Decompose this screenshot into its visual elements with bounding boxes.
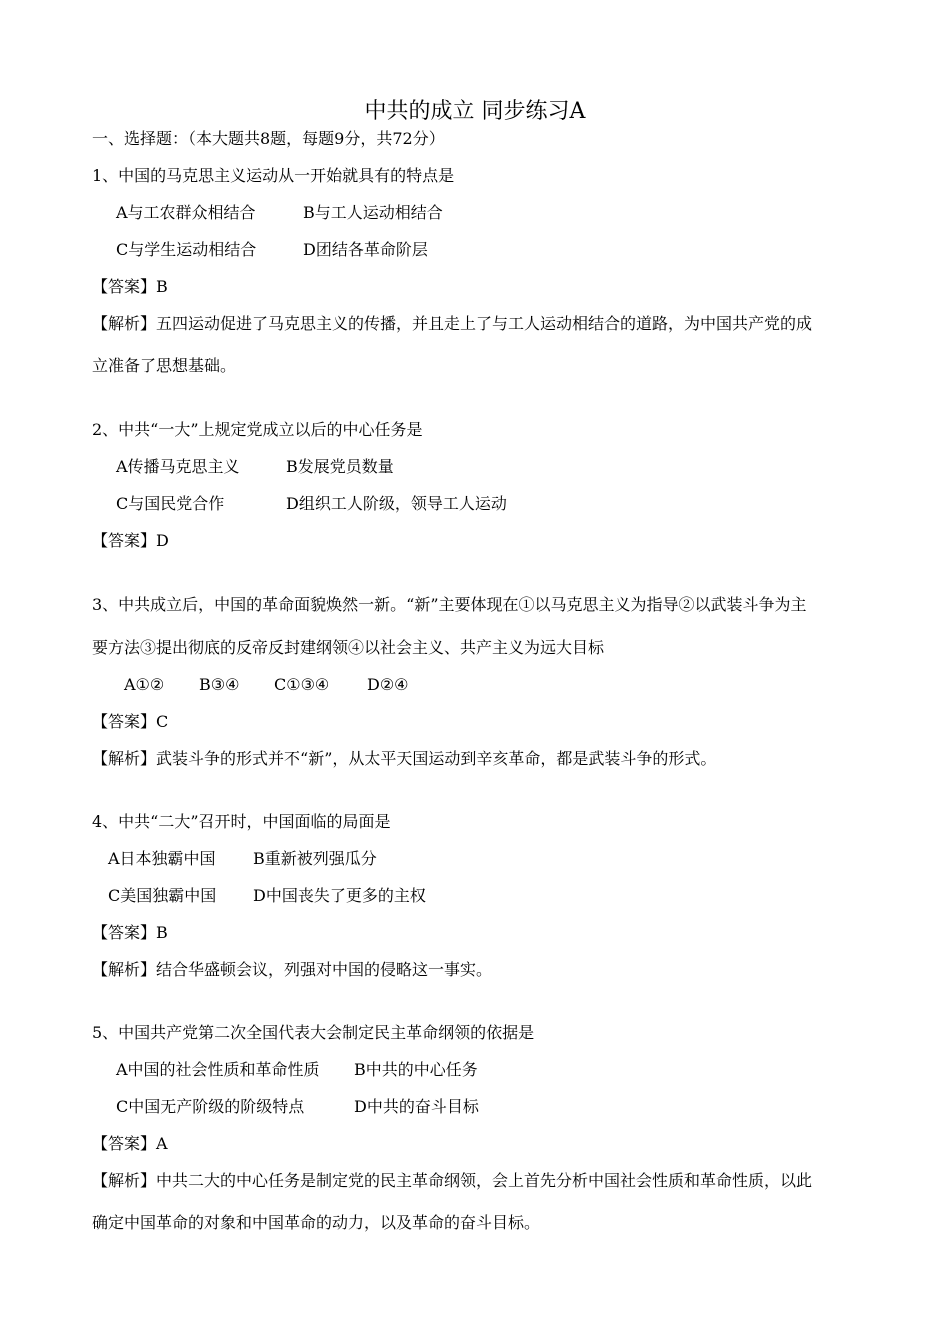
answer-line <box>92 923 168 943</box>
analysis-tag: 【解析】 <box>92 1171 157 1190</box>
option-b: B与工人运动相结合 <box>303 203 443 222</box>
question-stem: 4、中共“二大”召开时，中国面临的局面是 <box>92 812 391 831</box>
option-c: C与学生运动相结合 <box>116 240 257 259</box>
question-stem: 2、中共“一大”上规定党成立以后的中心任务是 <box>92 420 423 439</box>
option-c: C中国无产阶级的阶级特点 <box>116 1097 305 1116</box>
answer-line <box>92 1134 168 1154</box>
analysis-line <box>92 960 492 980</box>
answer-tag: 【答案】 <box>92 531 157 550</box>
analysis-tag: 【解析】 <box>92 960 157 979</box>
question-stem-cont: 要方法③提出彻底的反帝反封建纲领④以社会主义、共产主义为远大目标 <box>92 638 605 657</box>
answer-value: C <box>156 712 169 731</box>
analysis-tag: 【解析】 <box>92 314 157 333</box>
option-a: A传播马克思主义 <box>116 457 240 476</box>
option-a: A①② <box>124 675 165 694</box>
answer-tag: 【答案】 <box>92 712 157 731</box>
analysis-line <box>92 1171 812 1191</box>
answer-tag: 【答案】 <box>92 277 157 296</box>
answer-line <box>92 712 168 732</box>
analysis-text-cont: 确定中国革命的对象和中国革命的动力，以及革命的奋斗目标。 <box>92 1213 541 1232</box>
option-b: B中共的中心任务 <box>354 1060 478 1079</box>
option-d: D中国丧失了更多的主权 <box>253 886 426 905</box>
option-a: A中国的社会性质和革命性质 <box>116 1060 320 1079</box>
section-heading: 一、选择题：（本大题共8题，每题9分，共72分） <box>92 129 445 148</box>
page-title: 中共的成立 同步练习A <box>364 99 586 124</box>
option-c: C与国民党合作 <box>116 494 225 513</box>
option-d: D组织工人阶级，领导工人运动 <box>286 494 507 513</box>
option-a: A日本独霸中国 <box>108 849 216 868</box>
analysis-line <box>92 749 716 769</box>
answer-line <box>92 277 168 297</box>
answer-value: B <box>156 277 168 296</box>
answer-value: B <box>156 923 168 942</box>
option-a: A与工农群众相结合 <box>116 203 256 222</box>
answer-value: A <box>156 1134 168 1153</box>
option-d: D团结各革命阶层 <box>303 240 428 259</box>
question-stem: 1、中国的马克思主义运动从一开始就具有的特点是 <box>92 166 455 185</box>
option-c: C美国独霸中国 <box>108 886 217 905</box>
answer-value: D <box>156 531 169 550</box>
analysis-text: 五四运动促进了马克思主义的传播，并且走上了与工人运动相结合的道路，为中国共产党的成 <box>156 314 813 333</box>
question-stem: 3、中共成立后，中国的革命面貌焕然一新。“新”主要体现在①以马克思主义为指导②以武装斗争为主 <box>92 595 807 614</box>
question-stem: 5、中国共产党第二次全国代表大会制定民主革命纲领的依据是 <box>92 1023 535 1042</box>
analysis-text: 武装斗争的形式并不“新”，从太平天国运动到辛亥革命，都是武装斗争的形式。 <box>156 749 717 768</box>
option-b: B重新被列强瓜分 <box>253 849 377 868</box>
answer-line <box>92 531 169 551</box>
option-b: B③④ <box>199 675 240 694</box>
analysis-text: 中共二大的中心任务是制定党的民主革命纲领，会上首先分析中国社会性质和革命性质，以此 <box>156 1171 813 1190</box>
answer-tag: 【答案】 <box>92 1134 157 1153</box>
answer-tag: 【答案】 <box>92 923 157 942</box>
option-d: D②④ <box>367 675 409 694</box>
analysis-tag: 【解析】 <box>92 749 157 768</box>
analysis-text-cont: 立准备了思想基础。 <box>92 356 237 375</box>
option-d: D中共的奋斗目标 <box>354 1097 479 1116</box>
analysis-line <box>92 314 812 334</box>
option-c: C①③④ <box>274 675 330 694</box>
analysis-text: 结合华盛顿会议，列强对中国的侵略这一事实。 <box>156 960 493 979</box>
option-b: B发展党员数量 <box>286 457 394 476</box>
